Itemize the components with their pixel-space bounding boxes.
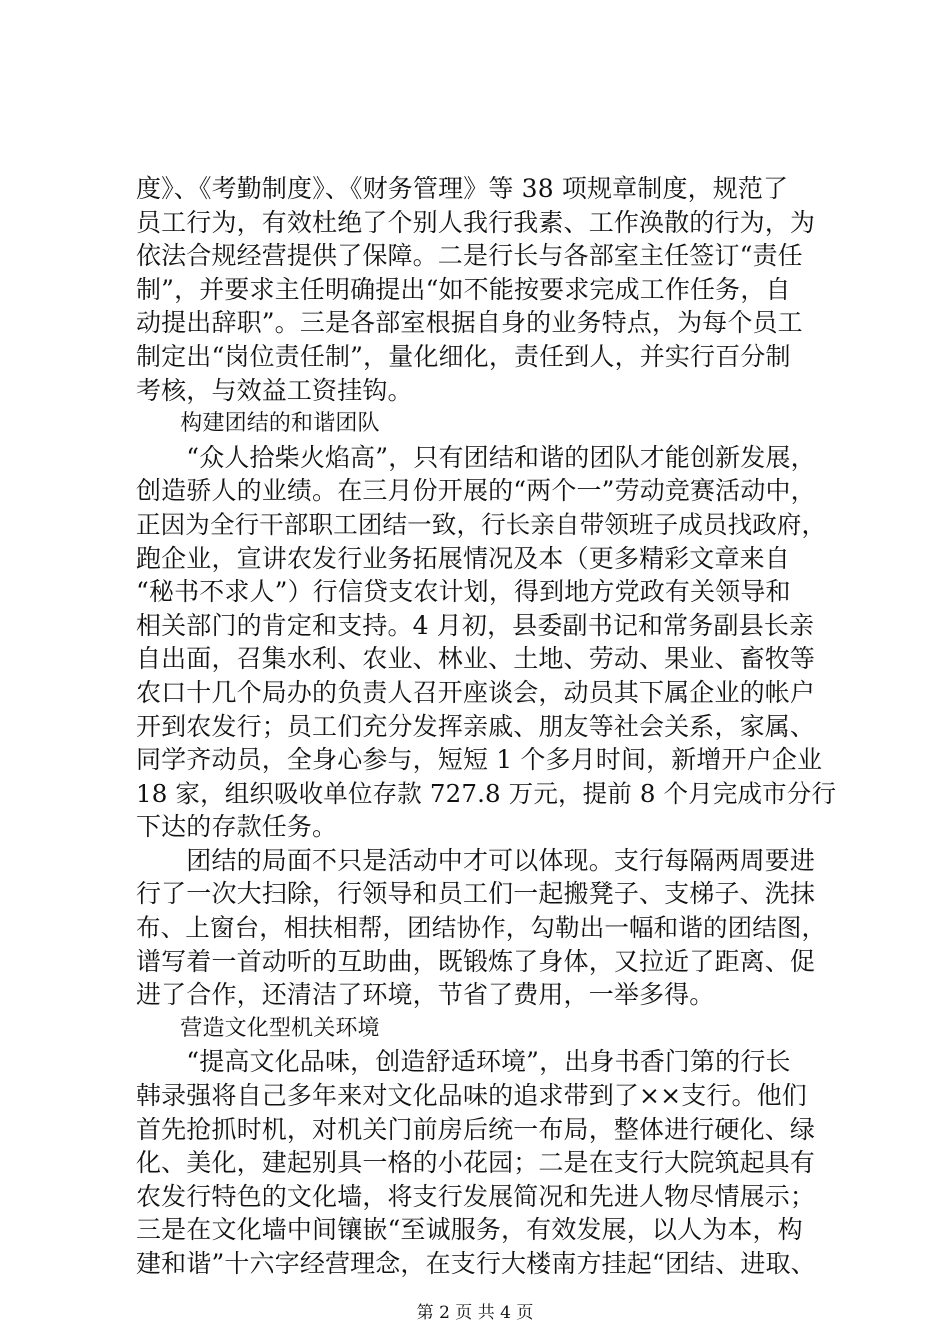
text-line: 化、美化，建起别具一格的小花园；二是在支行大院筑起具有 xyxy=(136,1148,816,1178)
text-line: “众人拾柴火焰高”，只有团结和谐的团队才能创新发展， xyxy=(136,442,816,472)
text-line: 考核，与效益工资挂钩。 xyxy=(136,375,413,405)
text-line: 员工行为，有效杜绝了个别人我行我素、工作涣散的行为，为 xyxy=(136,207,816,237)
text-line: 农口十几个局办的负责人召开座谈会，动员其下属企业的帐户 xyxy=(136,677,816,707)
text-line: 开到农发行；员工们充分发挥亲戚、朋友等社会关系，家属、 xyxy=(136,711,816,741)
text-line: 动提出辞职”。三是各部室根据自身的业务特点，为每个员工 xyxy=(136,308,803,338)
text-line: 制定出“岗位责任制”，量化细化，责任到人，并实行百分制 xyxy=(136,341,791,371)
text-line: 依法合规经营提供了保障。二是行长与各部室主任签订“责任 xyxy=(136,241,803,271)
document-body xyxy=(136,172,836,1281)
text-line: 进了合作，还清洁了环境，节省了费用，一举多得。 xyxy=(136,980,715,1010)
text-line: 布、上窗台，相扶相帮，团结协作，勾勒出一幅和谐的团结图， xyxy=(136,913,827,943)
text-line: 18 家，组织吸收单位存款 727.8 万元，提前 8 个月完成市分行 xyxy=(136,778,837,808)
text-line: 跑企业，宣讲农发行业务拓展情况及本（更多精彩文章来自 xyxy=(136,543,790,573)
text-line: 下达的存款任务。 xyxy=(136,812,338,842)
text-line: 首先抢抓时机，对机关门前房后统一布局，整体进行硬化、绿 xyxy=(136,1114,816,1144)
text-line: “提高文化品味，创造舒适环境”，出身书香门第的行长 xyxy=(136,1047,791,1077)
text-line: 自出面，召集水利、农业、林业、土地、劳动、果业、畜牧等 xyxy=(136,644,816,674)
text-line: 农发行特色的文化墙，将支行发展简况和先进人物尽情展示； xyxy=(136,1181,816,1211)
text-line: 建和谐”十六字经营理念，在支行大楼南方挂起“团结、进取、 xyxy=(136,1249,816,1278)
text-line: 谱写着一首动听的互助曲，既锻炼了身体，又拉近了距离、促 xyxy=(136,946,816,976)
text-line: 三是在文化墙中间镶嵌“至诚服务，有效发展，以人为本，构 xyxy=(136,1215,803,1245)
text-line: 相关部门的肯定和支持。4 月初，县委副书记和常务副县长亲 xyxy=(136,610,815,640)
text-line: 行了一次大扫除，行领导和员工们一起搬凳子、支梯子、洗抹 xyxy=(136,879,816,909)
text-line: 同学齐动员，全身心参与，短短 1 个多月时间，新增开户企业 xyxy=(136,745,823,775)
text-line: “秘书不求人”）行信贷支农计划，得到地方党政有关领导和 xyxy=(136,577,791,607)
text-line: 度》、《考勤制度》、《财务管理》等 38 项规章制度，规范了 xyxy=(136,174,789,203)
page-number-footer: 第 2 页 共 4 页 xyxy=(416,1303,534,1323)
text-line: 制”，并要求主任明确提出“如不能按要求完成工作任务，自 xyxy=(136,274,791,304)
text-line: 正因为全行干部职工团结一致，行长亲自带领班子成员找政府， xyxy=(136,509,827,539)
section-heading: 营造文化型机关环境 xyxy=(136,1015,380,1041)
text-line: 团结的局面不只是活动中才可以体现。支行每隔两周要进 xyxy=(136,845,816,875)
text-line: 韩录强将自己多年来对文化品味的追求带到了××支行。他们 xyxy=(136,1081,807,1111)
text-line: 创造骄人的业绩。在三月份开展的“两个一”劳动竞赛活动中， xyxy=(136,476,816,506)
section-heading: 构建团结的和谐团队 xyxy=(136,411,380,437)
